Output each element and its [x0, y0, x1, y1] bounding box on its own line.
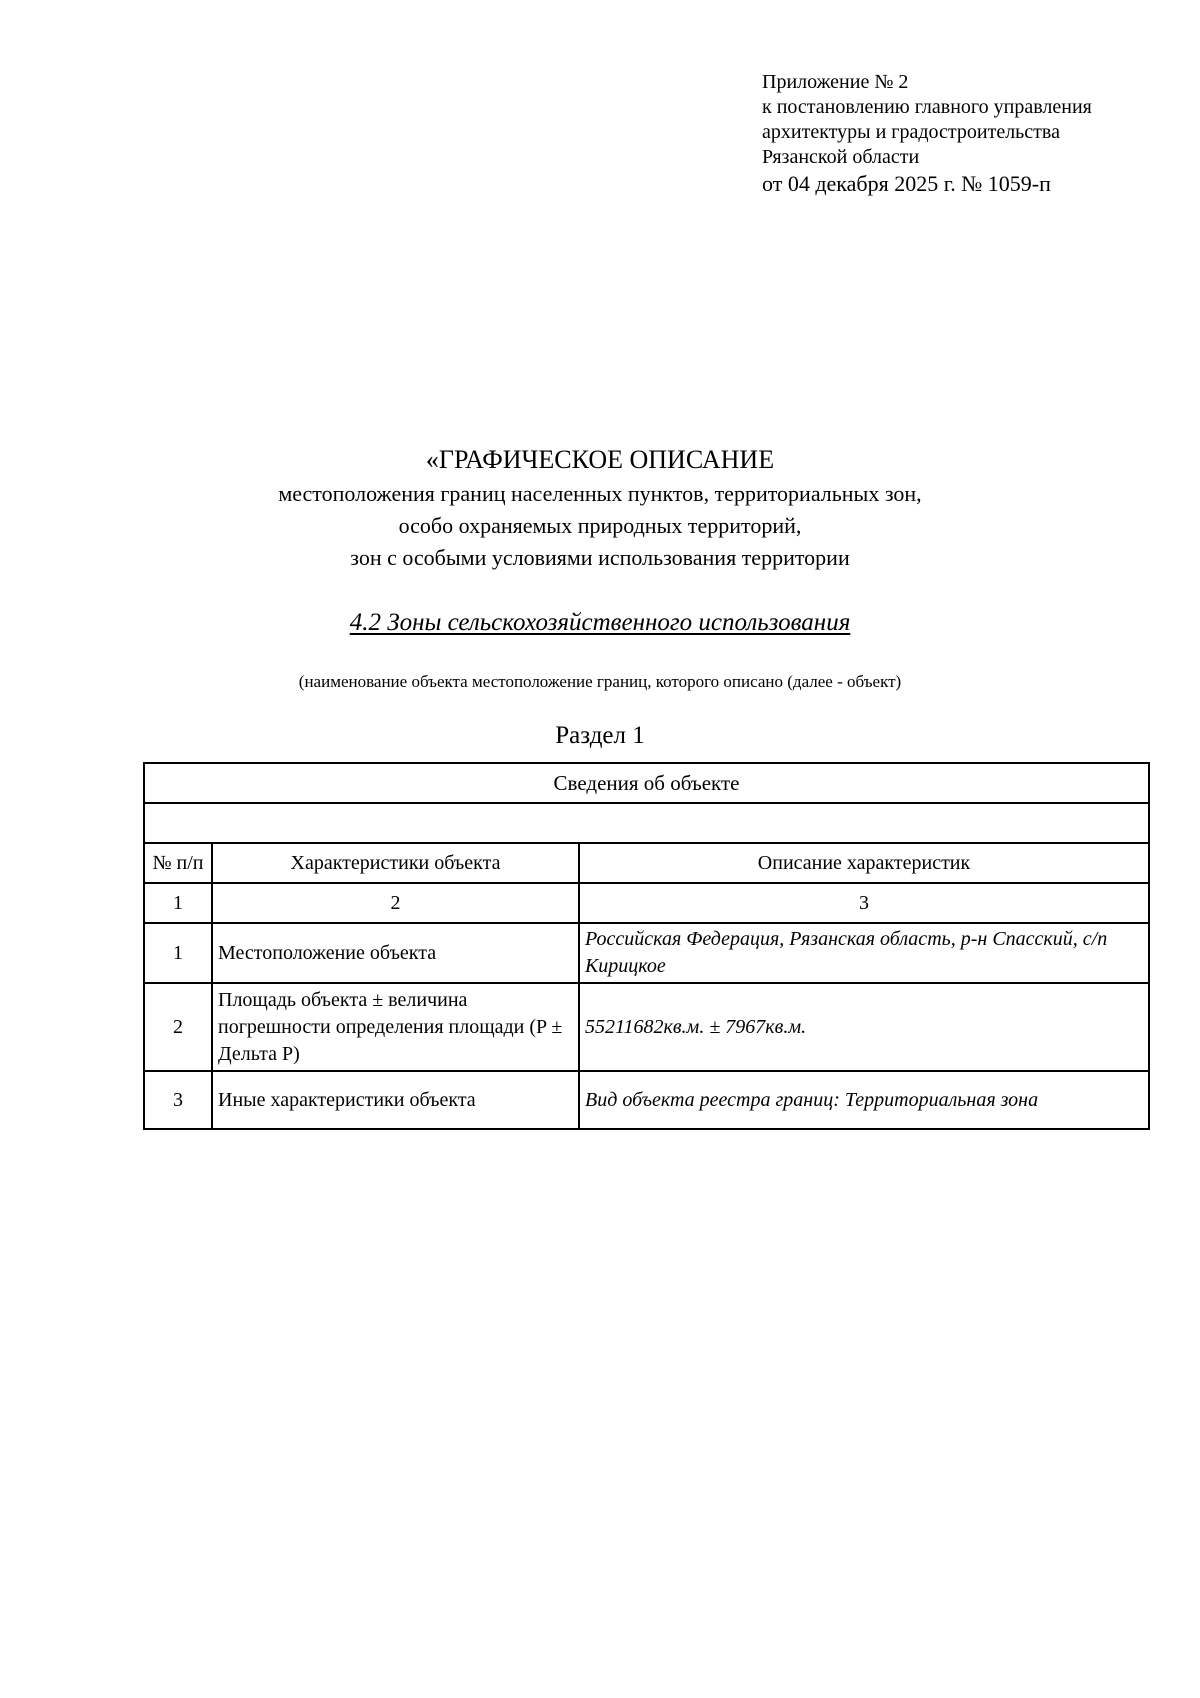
table-title: Сведения об объекте — [144, 763, 1149, 803]
object-name-caption: (наименование объекта местоположение границ, которого описано (далее - объект) — [298, 672, 902, 691]
document-title: «ГРАФИЧЕСКОЕ ОПИСАНИЕ — [425, 445, 775, 474]
object-name-text: 4.2 Зоны сельскохозяйственного использования — [349, 609, 851, 636]
row-characteristic: Площадь объекта ± величина погрешности определения площади (P ± Дельта P) — [212, 983, 579, 1071]
column-number-3: 3 — [579, 883, 1149, 923]
object-name — [0, 609, 1200, 637]
row-description: Вид объекта реестра границ: Территориальная зона — [579, 1071, 1149, 1129]
appendix-line: к постановлению главного управления — [762, 96, 1092, 118]
appendix-line: архитектуры и градостроительства — [762, 121, 1060, 143]
section-title: Раздел 1 — [555, 722, 645, 749]
row-number: 1 — [144, 923, 212, 983]
column-number-1: 1 — [144, 883, 212, 923]
row-characteristic: Иные характеристики объекта — [212, 1071, 579, 1129]
table-row — [144, 983, 1149, 1071]
header-number: № п/п — [144, 843, 212, 883]
header-description: Описание характеристик — [579, 843, 1149, 883]
table-row — [144, 923, 1149, 983]
header-characteristic: Характеристики объекта — [212, 843, 579, 883]
row-number: 2 — [144, 983, 212, 1071]
document-subtitle-line1: местоположения границ населенных пунктов, территориальных зон, — [278, 481, 922, 506]
appendix-line: Рязанской области — [762, 146, 920, 168]
document-subtitle-line2: особо охраняемых природных территорий, — [398, 513, 802, 538]
appendix-date-line: от 04 декабря 2025 г. № 1059-п — [762, 171, 1051, 196]
row-description: 55211682кв.м. ± 7967кв.м. — [579, 983, 1149, 1071]
row-description: Российская Федерация, Рязанская область, р-н Спасский, с/п Кирицкое — [579, 923, 1149, 983]
table-empty-row — [144, 803, 1149, 843]
table-row — [144, 1071, 1149, 1129]
document-subtitle-line3: зон с особыми условиями использования территории — [350, 545, 850, 570]
row-characteristic: Местоположение объекта — [212, 923, 579, 983]
object-info-table — [143, 762, 1150, 1130]
row-number: 3 — [144, 1071, 212, 1129]
column-number-2: 2 — [212, 883, 579, 923]
appendix-line: Приложение № 2 — [762, 71, 909, 93]
appendix-block — [762, 70, 1092, 197]
